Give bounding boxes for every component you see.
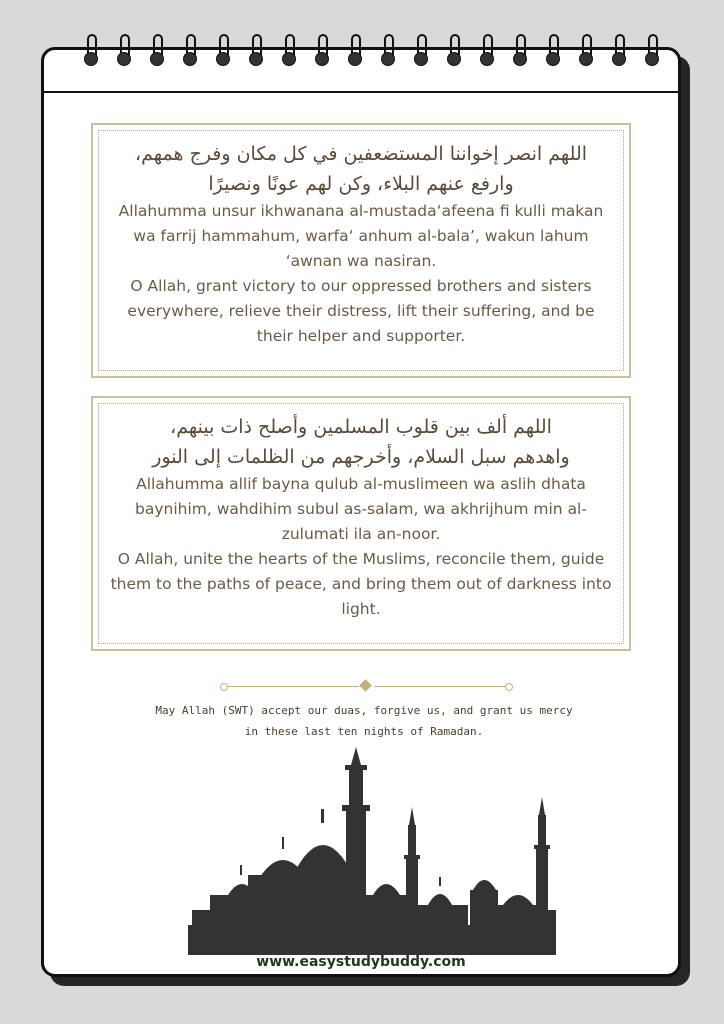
diamond-icon [359, 679, 372, 692]
spiral-ring-icon [546, 34, 560, 76]
spiral-ring-icon [579, 34, 593, 76]
dua-2-arabic-line-2: واهدهم سبل السلام، وأخرجهم من الظلمات إلى النور [152, 446, 570, 468]
spiral-ring-icon [348, 34, 362, 76]
spiral-ring-icon [315, 34, 329, 76]
closing-line-1: May Allah (SWT) accept our duas, forgive us, and grant us mercy [155, 704, 573, 717]
closing-line-2: in these last ten nights of Ramadan. [244, 725, 484, 738]
spiral-ring-icon [645, 34, 659, 76]
spiral-ring-icon [381, 34, 395, 76]
spiral-ring-icon [84, 34, 98, 76]
dua-1-translation: O Allah, grant victory to our oppressed brothers and sisters everywhere, relieve their distress, lift their suffering, and be their helper and supporter. [127, 277, 595, 345]
spiral-ring-icon [117, 34, 131, 76]
spiral-ring-icon [612, 34, 626, 76]
ornamental-divider [224, 681, 509, 693]
dua-2-translation: O Allah, unite the hearts of the Muslims, reconcile them, guide them to the paths of peace, and bring them out of darkness into light. [110, 550, 612, 618]
dua-box-2 [91, 396, 631, 651]
closing-message [104, 700, 624, 742]
spiral-ring-icon [414, 34, 428, 76]
website-link[interactable]: www.easystudybuddy.com [256, 954, 466, 970]
spiral-ring-icon [183, 34, 197, 76]
dua-2-transliteration: Allahumma allif bayna qulub al-muslimeen wa aslih dhata baynihim, wahdihim subul as-salam, wa akhrijhum min al-zulumati ila an-noor. [135, 475, 587, 543]
spiral-ring-icon [480, 34, 494, 76]
dua-1-arabic-line-2: وارفع عنهم البلاء، وكن لهم عونًا ونصيرًا [208, 173, 514, 195]
binding-line [44, 91, 678, 93]
notebook-card [41, 47, 681, 977]
dua-1-transliteration: Allahumma unsur ikhwanana al-mustada‘afeena fi kulli makan wa farrij hammahum, warfa‘ anhum al-bala’, wakun lahum ‘awnan wa nasiran. [118, 202, 604, 270]
spiral-ring-icon [513, 34, 527, 76]
spiral-binding [84, 50, 644, 90]
dua-2-arabic-line-1: اللهم ألف بين قلوب المسلمين وأصلح ذات بينهم، [170, 416, 552, 438]
dua-box-1 [91, 123, 631, 378]
spiral-ring-icon [447, 34, 461, 76]
dua-1-arabic-line-1: اللهم انصر إخواننا المستضعفين في كل مكان وفرج همهم، [134, 143, 588, 165]
spiral-ring-icon [216, 34, 230, 76]
mosque-silhouette-icon [188, 745, 558, 955]
spiral-ring-icon [249, 34, 263, 76]
spiral-ring-icon [150, 34, 164, 76]
spiral-ring-icon [282, 34, 296, 76]
